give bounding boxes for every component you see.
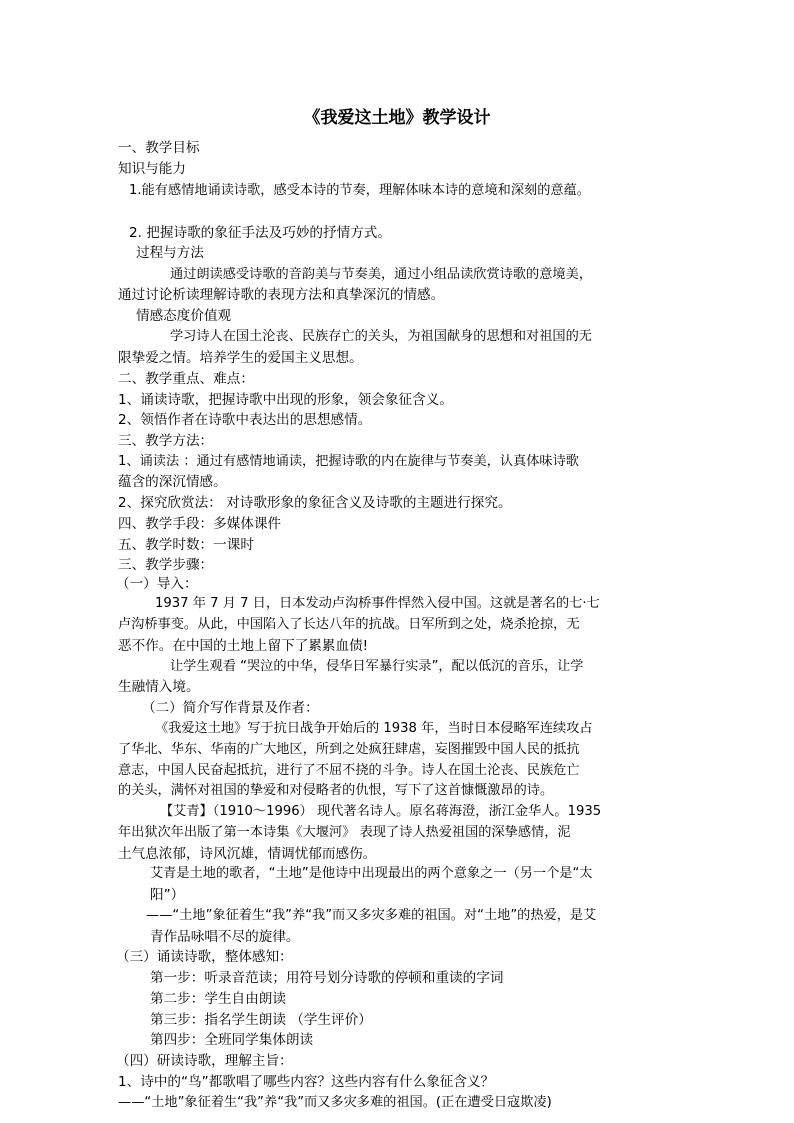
list-item: 2、探究欣赏法： 对诗歌形象的象征含义及诗歌的主题进行探究。: [118, 495, 512, 511]
paragraph-line: 1937 年 7 月 7 日，日本发动卢沟桥事件悍然入侵中国。这就是著名的七·七: [155, 596, 600, 611]
paragraph-line: 让学生观看 “哭泣的中华，侵华日军暴行实录”，配以低沉的音乐，让学: [170, 659, 584, 674]
paragraph-line: ——“土地”象征着生“我”养“我”而又多灾多难的祖国。对“土地”的热爱，是艾: [146, 908, 597, 923]
answer-line: ——“土地”象征着生“我”养“我”而又多灾多难的祖国。(正在遭受日寇欺凌): [118, 1095, 552, 1110]
paragraph-line: 意志，中国人民奋起抵抗，进行了不屈不挠的斗争。诗人在国土沦丧、民族危亡: [118, 763, 580, 778]
paragraph-line: 恶不作。在中国的土地上留下了累累血债!: [118, 638, 369, 654]
step-item: 第四步：全班同学集体朗读: [150, 1032, 314, 1048]
paragraph-line: 生融情入境。: [118, 679, 200, 695]
step-item: 第二步：学生自由朗读: [150, 991, 286, 1007]
heading-teaching-goals: 一、教学目标: [118, 140, 200, 156]
heading-key-points: 二、教学重点、难点：: [118, 371, 254, 387]
heading-means: 四、教学手段：多媒体课件: [118, 516, 282, 532]
subheading-background: （二）简介写作背景及作者：: [142, 700, 319, 716]
paragraph-line: 了华北、华东、华南的广大地区，所到之处疯狂肆虐，妄图摧毁中国人民的抵抗: [118, 742, 580, 757]
paragraph-line: 蕴含的深沉情感。: [118, 474, 227, 490]
paragraph-line: 的关头，满怀对祖国的挚爱和对侵略者的仇恨，写下了这首慷慨激昂的诗。: [118, 783, 554, 798]
paragraph-line: 年出狱次年出版了第一本诗集《大堰河》 表现了诗人热爱祖国的深挚感情，泥: [118, 825, 571, 840]
subheading-knowledge: 知识与能力: [118, 161, 186, 177]
paragraph-line: 青作品咏唱不尽的旋律。: [150, 929, 300, 945]
step-item: 第三步：指名学生朗读 （学生评价）: [150, 1012, 372, 1028]
paragraph-line: 限挚爱之情。培养学生的爱国主义思想。: [118, 350, 363, 366]
list-item: 2、领悟作者在诗歌中表达出的思想感情。: [118, 412, 372, 428]
subheading-process: 过程与方法: [136, 245, 204, 261]
author-intro-line: 【艾青】（1910～1996） 现代著名诗人。原名蒋海澄，浙江金华人。1935: [160, 804, 602, 819]
subheading-attitude: 情感态度价值观: [136, 308, 232, 324]
subheading-intro: （一）导入：: [116, 576, 198, 592]
paragraph-line: 艾青是土地的歌者，“土地”是他诗中出现最出的两个意象之一（另一个是“太: [150, 866, 593, 881]
subheading-reading: （三）诵读诗歌，整体感知：: [116, 949, 293, 965]
subheading-study: （四）研读诗歌，理解主旨：: [116, 1053, 293, 1069]
paragraph-line: 阳”）: [150, 887, 185, 903]
heading-hours: 五、教学时数：一课时: [118, 537, 254, 553]
question-item: 1、诗中的“鸟”都歌唱了哪些内容？这些内容有什么象征含义？: [118, 1074, 495, 1090]
paragraph-line: 土气息浓郁，诗风沉雄，情调忧郁而感伤。: [118, 846, 377, 862]
document-title: 《我爱这土地》教学设计: [303, 108, 491, 128]
goal-item-1: 1.能有感情地诵读诗歌，感受本诗的节奏，理解体味本诗的意境和深刻的意蕴。: [129, 183, 590, 198]
list-item: 1、诵读诗歌，把握诗歌中出现的形象，领会象征含义。: [118, 392, 453, 408]
paragraph-line: 卢沟桥事变。从此，中国陷入了长达八年的抗战。日军所到之处，烧杀抢掠，无: [118, 617, 580, 632]
list-item: 1、诵读法 ：通过有感情地诵读，把握诗歌的内在旋律与节奏美，认真体味诗歌: [118, 454, 579, 469]
heading-steps: 三、教学步骤：: [118, 557, 214, 573]
paragraph-line: 学习诗人在国土沦丧、民族存亡的关头，为祖国献身的思想和对祖国的无: [170, 329, 592, 344]
paragraph-line: 《我爱这土地》写于抗日战争开始后的 1938 年，当时日本侵略军连续攻占: [155, 721, 593, 736]
paragraph-line: 通过讨论析读理解诗歌的表现方法和真挚深沉的情感。: [118, 287, 445, 303]
step-item: 第一步：听录音范读；用符号划分诗歌的停顿和重读的字词: [150, 970, 504, 986]
paragraph-line: 通过朗读感受诗歌的音韵美与节奏美，通过小组品读欣赏诗歌的意境美，: [170, 267, 592, 282]
heading-methods: 三、教学方法：: [118, 433, 214, 449]
goal-item-2: 2. 把握诗歌的象征手法及巧妙的抒情方式。: [129, 225, 391, 241]
